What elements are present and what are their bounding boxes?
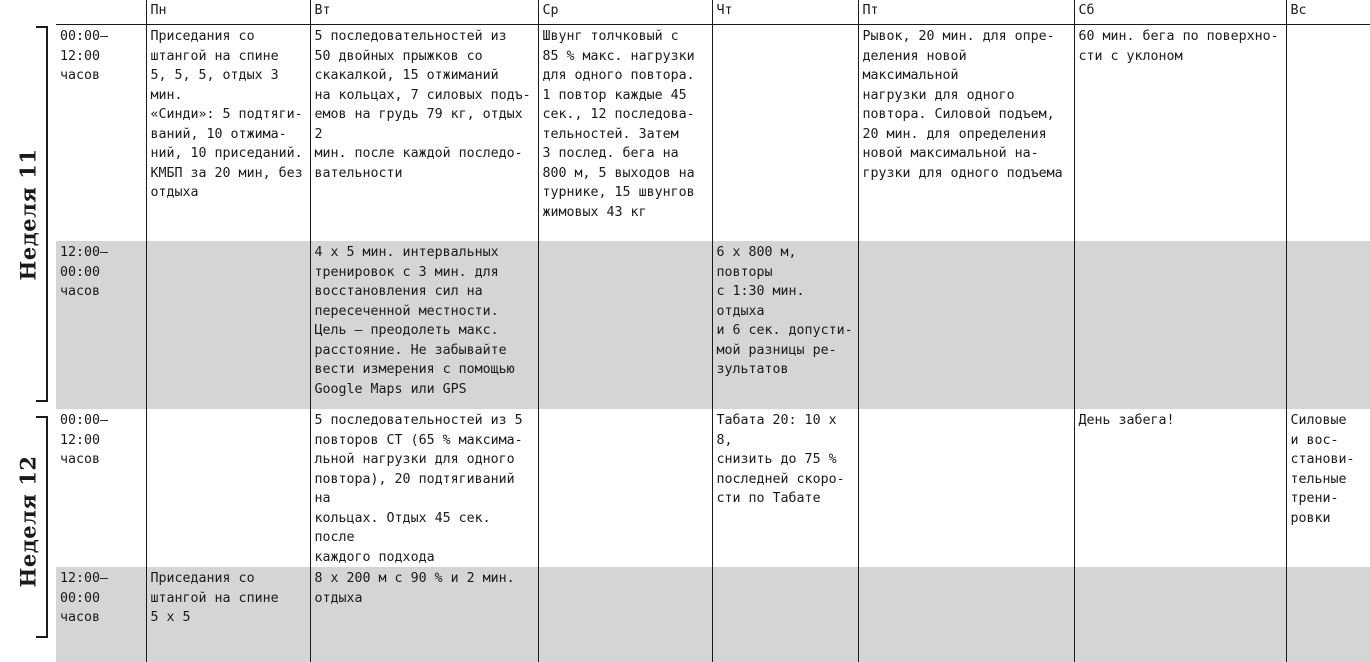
schedule-cell: Табата 20: 10 x 8, снизить до 75 % последней скоро- сти по Табате [712, 409, 858, 567]
schedule-cell: Рывок, 20 мин. для опре- деления новой максимальной нагрузки для одного повтора. Силовой подъем, 20 мин. для определения новой максимальной на- грузки для одного подъема [858, 25, 1074, 242]
schedule-cell: 4 x 5 мин. интервальных тренировок с 3 мин. для восстановления сил на пересеченной местности. Цель — преодолеть макс. расстояние. Не забывайте вести измерения с помощью Google Maps или GPS [310, 241, 538, 409]
time-cell: 00:00– 12:00 часов [60, 413, 109, 467]
schedule-cell: 6 x 800 м, повторы с 1:30 мин. отдыха и 6 сек. допусти- мой разницы ре- зультатов [712, 241, 858, 409]
schedule-cell [1286, 241, 1370, 409]
header-day-fri: Пт [858, 0, 1074, 25]
schedule-cell [858, 409, 1074, 567]
time-cell: 00:00– 12:00 часов [60, 29, 109, 83]
time-cell: 12:00– 00:00 часов [56, 241, 146, 409]
schedule-cell [858, 567, 1074, 662]
table-row [56, 409, 1370, 567]
schedule-cell: 5 последовательностей из 50 двойных прыжков со скакалкой, 15 отжиманий на кольцах, 7 силовых подъ- емов на грудь 79 кг, отдых 2 мин. после каждой последо- вательности [310, 25, 538, 242]
header-row [56, 0, 1370, 25]
time-cell: 12:00– 00:00 часов [56, 567, 146, 662]
schedule-cell [1074, 567, 1286, 662]
schedule-cell: Швунг толчковый с 85 % макс. нагрузки для одного повтора. 1 повтор каждые 45 сек., 12 последова- тельностей. Затем 3 послед. бега на 800 м, 5 выходов на турнике, 15 швунгов жимовых 43 кг [538, 25, 712, 242]
schedule-cell [538, 409, 712, 567]
schedule-cell: Приседания со штангой на спине 5 x 5 [146, 567, 310, 662]
schedule-cell: Силовые и вос- станови- тельные трени- ровки [1286, 409, 1370, 567]
schedule-cell: 60 мин. бега по поверхно- сти с уклоном [1074, 25, 1286, 242]
training-schedule-table [56, 0, 1370, 662]
header-day-tue: Вт [310, 0, 538, 25]
table-row [56, 567, 1370, 662]
schedule-cell: Приседания со штангой на спине 5, 5, 5, отдых 3 мин. «Синди»: 5 подтяги- ваний, 10 отжима- ний, 10 приседаний. КМБП за 20 мин, без отдыха [146, 25, 310, 242]
header-day-sun: Вс [1286, 0, 1370, 25]
week-12-side [0, 404, 56, 638]
header-day-thu: Чт [712, 0, 858, 25]
table-row [56, 25, 1370, 242]
schedule-cell [146, 241, 310, 409]
schedule-cell [146, 409, 310, 567]
header-day-wed: Ср [538, 0, 712, 25]
header-day-sat: Сб [1074, 0, 1286, 25]
schedule-cell [712, 567, 858, 662]
header-time [56, 0, 146, 25]
table-row [56, 241, 1370, 409]
week-11-bracket [34, 26, 48, 402]
week-12-label: Неделя 12 [15, 455, 41, 587]
schedule-cell [712, 25, 858, 242]
schedule-cell [1074, 241, 1286, 409]
week-12-bracket [34, 416, 48, 638]
schedule-cell: 8 x 200 м с 90 % и 2 мин. отдыха [310, 567, 538, 662]
schedule-cell: День забега! [1074, 409, 1286, 567]
schedule-cell: 5 последовательностей из 5 повторов СТ (65 % максима- льной нагрузки для одного повтора), 20 подтягиваний на кольцах. Отдых 45 сек. после каждого подхода [310, 409, 538, 567]
week-11-label: Неделя 11 [15, 148, 41, 280]
schedule-cell [1286, 25, 1370, 242]
schedule-cell [538, 567, 712, 662]
schedule-cell [858, 241, 1074, 409]
schedule-cell [1286, 567, 1370, 662]
header-day-mon: Пн [146, 0, 310, 25]
schedule-cell [538, 241, 712, 409]
week-11-side [0, 24, 56, 404]
